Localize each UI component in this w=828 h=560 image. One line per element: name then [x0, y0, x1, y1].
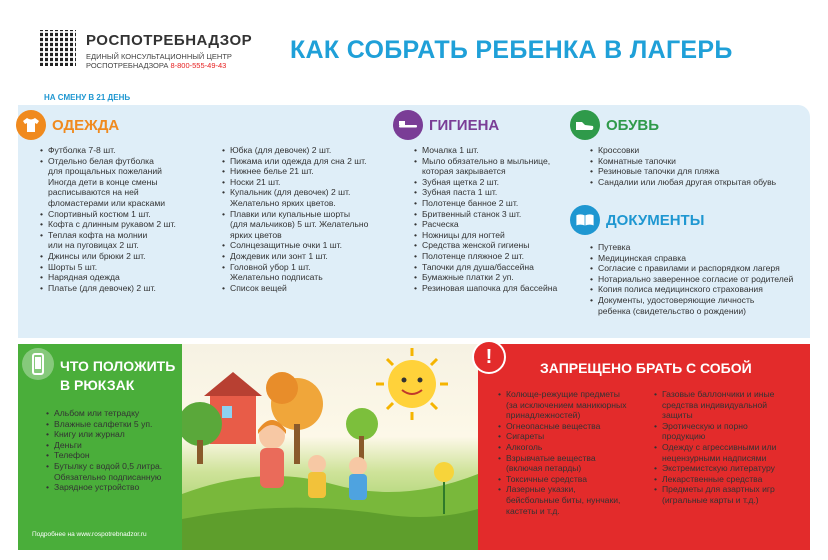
list-item: • Мыло обязательно в мыльнице, которая закрывается — [414, 156, 557, 177]
backpack-title-line2: В РЮКЗАК — [60, 377, 135, 393]
list-item: • Платье (для девочек) 2 шт. — [40, 283, 176, 294]
list-item: • Колюще-режущие предметы (за исключением маникюрных принадлежностей) — [498, 389, 627, 421]
backpack-list — [46, 408, 162, 493]
list-item: • Медицинская справка — [590, 253, 793, 264]
list-item: • Мочалка 1 шт. — [414, 145, 557, 156]
documents-list — [590, 242, 793, 316]
list-item: • Деньги — [46, 440, 162, 451]
list-item: • Полотенце банное 2 шт. — [414, 198, 557, 209]
list-item: • Футболка 7-8 шт. — [40, 145, 176, 156]
list-item: • Зубная паста 1 шт. — [414, 187, 557, 198]
list-item: • Книгу или журнал — [46, 429, 162, 440]
org-sub-line1: ЕДИНЫЙ КОНСУЛЬТАЦИОННЫЙ ЦЕНТР — [86, 52, 232, 61]
list-item: • Эротическую и порно продукцию — [654, 421, 776, 442]
list-item: • Расческа — [414, 219, 557, 230]
qr-code-icon — [40, 30, 76, 66]
sun-icon — [388, 360, 436, 408]
list-item: • Одежду с агрессивными или нецензурными надписями — [654, 442, 776, 463]
list-item: • Зарядное устройство — [46, 482, 162, 493]
list-item: • Бритвенный станок 3 шт. — [414, 209, 557, 220]
page-title: КАК СОБРАТЬ РЕБЕНКА В ЛАГЕРЬ — [290, 36, 733, 64]
list-item: • Спортивный костюм 1 шт. — [40, 209, 176, 220]
clothing-list-col2 — [222, 145, 368, 293]
list-item: • Лазерные указки, бейсбольные биты, нунчаки, кастеты и т.д. — [498, 484, 627, 516]
list-item: • Список вещей — [222, 283, 368, 294]
list-item: • Огнеопасные вещества — [498, 421, 627, 432]
book-icon — [570, 205, 600, 235]
list-item: • Купальник (для девочек) 2 шт. Желательно ярких цветов. — [222, 187, 368, 208]
list-item: • Плавки или купальные шорты (для мальчиков) 5 шт. Желательно ярких цветов — [222, 209, 368, 241]
hygiene-header — [393, 110, 499, 140]
list-item: • Тапочки для душа/бассейна — [414, 262, 557, 273]
list-item: • Ножницы для ногтей — [414, 230, 557, 241]
list-item: • Токсичные средства — [498, 474, 627, 485]
shoes-list — [590, 145, 776, 187]
shoe-icon — [570, 110, 600, 140]
org-subtitle — [86, 52, 232, 70]
list-item: • Бумажные платки 2 уп. — [414, 272, 557, 283]
hygiene-title: ГИГИЕНА — [429, 116, 500, 134]
list-item: • Документы, удостоверяющие личность ребенка (свидетельство о рождении) — [590, 295, 793, 316]
list-item: • Предметы для азартных игр (игральные карты и т.д.) — [654, 484, 776, 505]
list-item: • Нарядная одежда — [40, 272, 176, 283]
hygiene-list — [414, 145, 557, 293]
list-item: • Средства женской гигиены — [414, 240, 557, 251]
list-item: • Бутылку с водой 0,5 литра. Обязательно подписанную — [46, 461, 162, 482]
list-item: • Теплая кофта на молнии или на пуговицах 2 шт. — [40, 230, 176, 251]
tshirt-icon — [16, 110, 46, 140]
list-item: • Сандалии или любая другая открытая обувь — [590, 177, 776, 188]
shoes-header — [570, 110, 659, 140]
documents-title: ДОКУМЕНТЫ — [606, 211, 705, 229]
forbidden-title: ЗАПРЕЩЕНО БРАТЬ С СОБОЙ — [540, 360, 752, 376]
documents-header — [570, 205, 704, 235]
list-item: • Взрывчатые вещества (включая петарды) — [498, 453, 627, 474]
forbidden-list-col1 — [498, 389, 627, 516]
list-item: • Кроссовки — [590, 145, 776, 156]
clothing-title: ОДЕЖДА — [52, 116, 120, 134]
list-item: • Резиновая шапочка для бассейна — [414, 283, 557, 294]
exclamation-icon: ! — [472, 340, 506, 374]
list-item: • Кофта с длинным рукавом 2 шт. — [40, 219, 176, 230]
list-item: • Шорты 5 шт. — [40, 262, 176, 273]
list-item: • Экстремистскую литературу — [654, 463, 776, 474]
org-sub-line2: РОСПОТРЕБНАДЗОРА — [86, 61, 169, 70]
list-item: • Головной убор 1 шт. Желательно подписать — [222, 262, 368, 283]
shoes-title: ОБУВЬ — [606, 116, 660, 134]
list-item: • Нотариально заверенное согласие от родителей — [590, 274, 793, 285]
clothing-header — [16, 110, 119, 140]
hotline-phone: 8-800-555-49-43 — [170, 61, 227, 70]
org-name: РОСПОТРЕБНАДЗОР — [86, 32, 253, 49]
backpack-title-line1: ЧТО ПОЛОЖИТЬ — [60, 358, 176, 374]
list-item: • Путевка — [590, 242, 793, 253]
list-item: • Солнцезащитные очки 1 шт. — [222, 240, 368, 251]
list-item: • Зубная щетка 2 шт. — [414, 177, 557, 188]
clothing-list-col1 — [40, 145, 176, 293]
list-item: • Альбом или тетрадку — [46, 408, 162, 419]
backpack-title — [60, 357, 175, 395]
list-item: • Газовые баллончики и иные средства индивидуальной защиты — [654, 389, 776, 421]
camp-illustration — [182, 344, 478, 550]
list-item: • Алкоголь — [498, 442, 627, 453]
forbidden-list-col2 — [654, 389, 776, 506]
list-item: • Телефон — [46, 450, 162, 461]
list-item: • Полотенце пляжное 2 шт. — [414, 251, 557, 262]
list-item: • Копия полиса медицинского страхования — [590, 284, 793, 295]
list-item: • Джинсы или брюки 2 шт. — [40, 251, 176, 262]
phone-icon — [22, 348, 54, 380]
list-item: • Резиновые тапочки для пляжа — [590, 166, 776, 177]
list-item: • Отдельно белая футболка для прощальных пожеланий Иногда дети в конце смены расписываются на ней фломастерами или красками — [40, 156, 176, 209]
list-item: • Комнатные тапочки — [590, 156, 776, 167]
list-item: • Носки 21 шт. — [222, 177, 368, 188]
shift-label: НА СМЕНУ В 21 ДЕНЬ — [44, 93, 131, 102]
list-item: • Нижнее белье 21 шт. — [222, 166, 368, 177]
list-item: • Сигареты — [498, 431, 627, 442]
list-item: • Лекарственные средства — [654, 474, 776, 485]
list-item: • Согласие с правилами и распорядком лагеря — [590, 263, 793, 274]
toothbrush-icon — [393, 110, 423, 140]
list-item: • Дождевик или зонт 1 шт. — [222, 251, 368, 262]
list-item: • Влажные салфетки 5 уп. — [46, 419, 162, 430]
list-item: • Пижама или одежда для сна 2 шт. — [222, 156, 368, 167]
footer-note: Подробнее на www.rospotrebnadzor.ru — [32, 531, 147, 538]
list-item: • Юбка (для девочек) 2 шт. — [222, 145, 368, 156]
